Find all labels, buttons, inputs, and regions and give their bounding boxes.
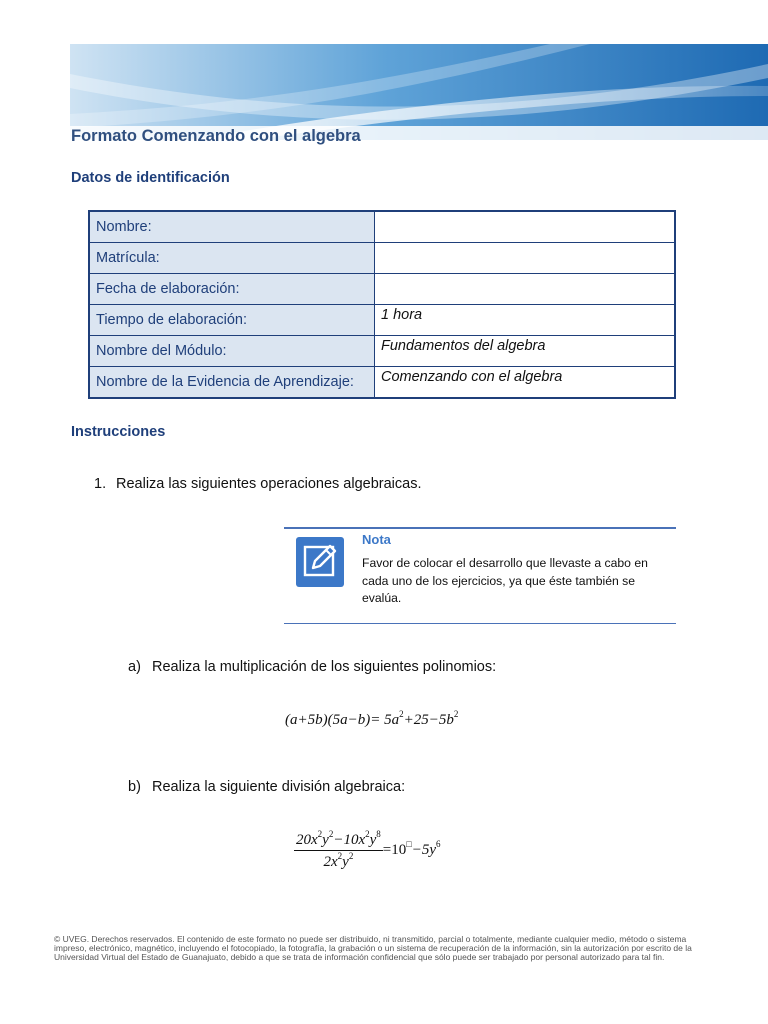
table-row <box>89 211 675 243</box>
exercise-b <box>128 779 405 795</box>
edit-note-icon <box>296 537 344 587</box>
table-row <box>89 336 675 367</box>
identification-table <box>88 210 676 399</box>
exercise-a-equation <box>285 710 458 729</box>
exponent: 2 <box>399 709 404 719</box>
copyright-footer: © UVEG. Derechos reservados. El contenido de este formato no puede ser distribuido, ni transmitido, parcial o totalmente, mediante cualquier medio, método o sistema impreso, electrónico, magnético, incluyendo el fotocopiado, la fotografía, la grabación o un sistema de recuperación de la información, sin la autorización por escrito de la Universidad Virtual del Estado de Guanajuato, debido a que se trata de información confidencial que sólo puede ser trabajado por personal autorizado para tal fin. <box>54 934 692 963</box>
instruction-text: Realiza las siguientes operaciones algebraicas. <box>116 476 422 492</box>
time-label: Tiempo de elaboración: <box>89 305 375 336</box>
fraction-denominator: $2x^2y^2$ <box>323 851 354 870</box>
evidence-value[interactable]: Comenzando con el algebra <box>375 367 676 399</box>
list-number: 1. <box>94 476 107 492</box>
table-row <box>89 274 675 305</box>
table-row <box>89 243 675 274</box>
note-top-rule <box>284 527 676 529</box>
enrollment-label: Matrícula: <box>89 243 375 274</box>
note-title: Nota <box>362 532 391 547</box>
note-bottom-rule <box>284 623 676 624</box>
fraction <box>294 830 383 871</box>
equation-rhs-term1: 5a <box>384 712 400 728</box>
table-row <box>89 367 675 399</box>
exercise-a-text: Realiza la multiplicación de los siguientes polinomios: <box>152 659 497 675</box>
exercise-b-equation <box>294 830 440 871</box>
module-label: Nombre del Módulo: <box>89 336 375 367</box>
equation-lhs: (a+5b)(5a−b)= <box>285 712 381 728</box>
exponent: 2 <box>453 709 459 719</box>
fraction-numerator: $20x^2y^2-10x^2y^8$ <box>294 830 383 851</box>
document-title: Formato Comenzando con el algebra <box>71 127 361 145</box>
instruction-item-1 <box>94 476 421 492</box>
table-row <box>89 305 675 336</box>
identification-heading: Datos de identificación <box>71 170 230 186</box>
equation-rhs-term2: +25−5b <box>403 712 454 728</box>
date-label: Fecha de elaboración: <box>89 274 375 305</box>
time-value[interactable]: 1 hora <box>375 305 676 336</box>
header-banner <box>70 44 768 140</box>
instructions-heading: Instrucciones <box>71 424 166 440</box>
exercise-b-letter: b) <box>128 779 141 795</box>
exercise-a <box>128 659 496 675</box>
module-value[interactable]: Fundamentos del algebra <box>375 336 676 367</box>
exercise-b-text: Realiza la siguiente división algebraica: <box>152 779 406 795</box>
date-value[interactable] <box>375 274 676 305</box>
note-text: Favor de colocar el desarrollo que llevaste a cabo en cada uno de los ejercicios, ya que éste también se evalúa. <box>362 556 648 605</box>
name-label: Nombre: <box>89 211 375 243</box>
evidence-label: Nombre de la Evidencia de Aprendizaje: <box>89 367 375 399</box>
exercise-a-letter: a) <box>128 659 141 675</box>
equation-rhs: $=10^□-5y^6$ <box>382 838 441 858</box>
enrollment-value[interactable] <box>375 243 676 274</box>
name-value[interactable] <box>375 211 676 243</box>
